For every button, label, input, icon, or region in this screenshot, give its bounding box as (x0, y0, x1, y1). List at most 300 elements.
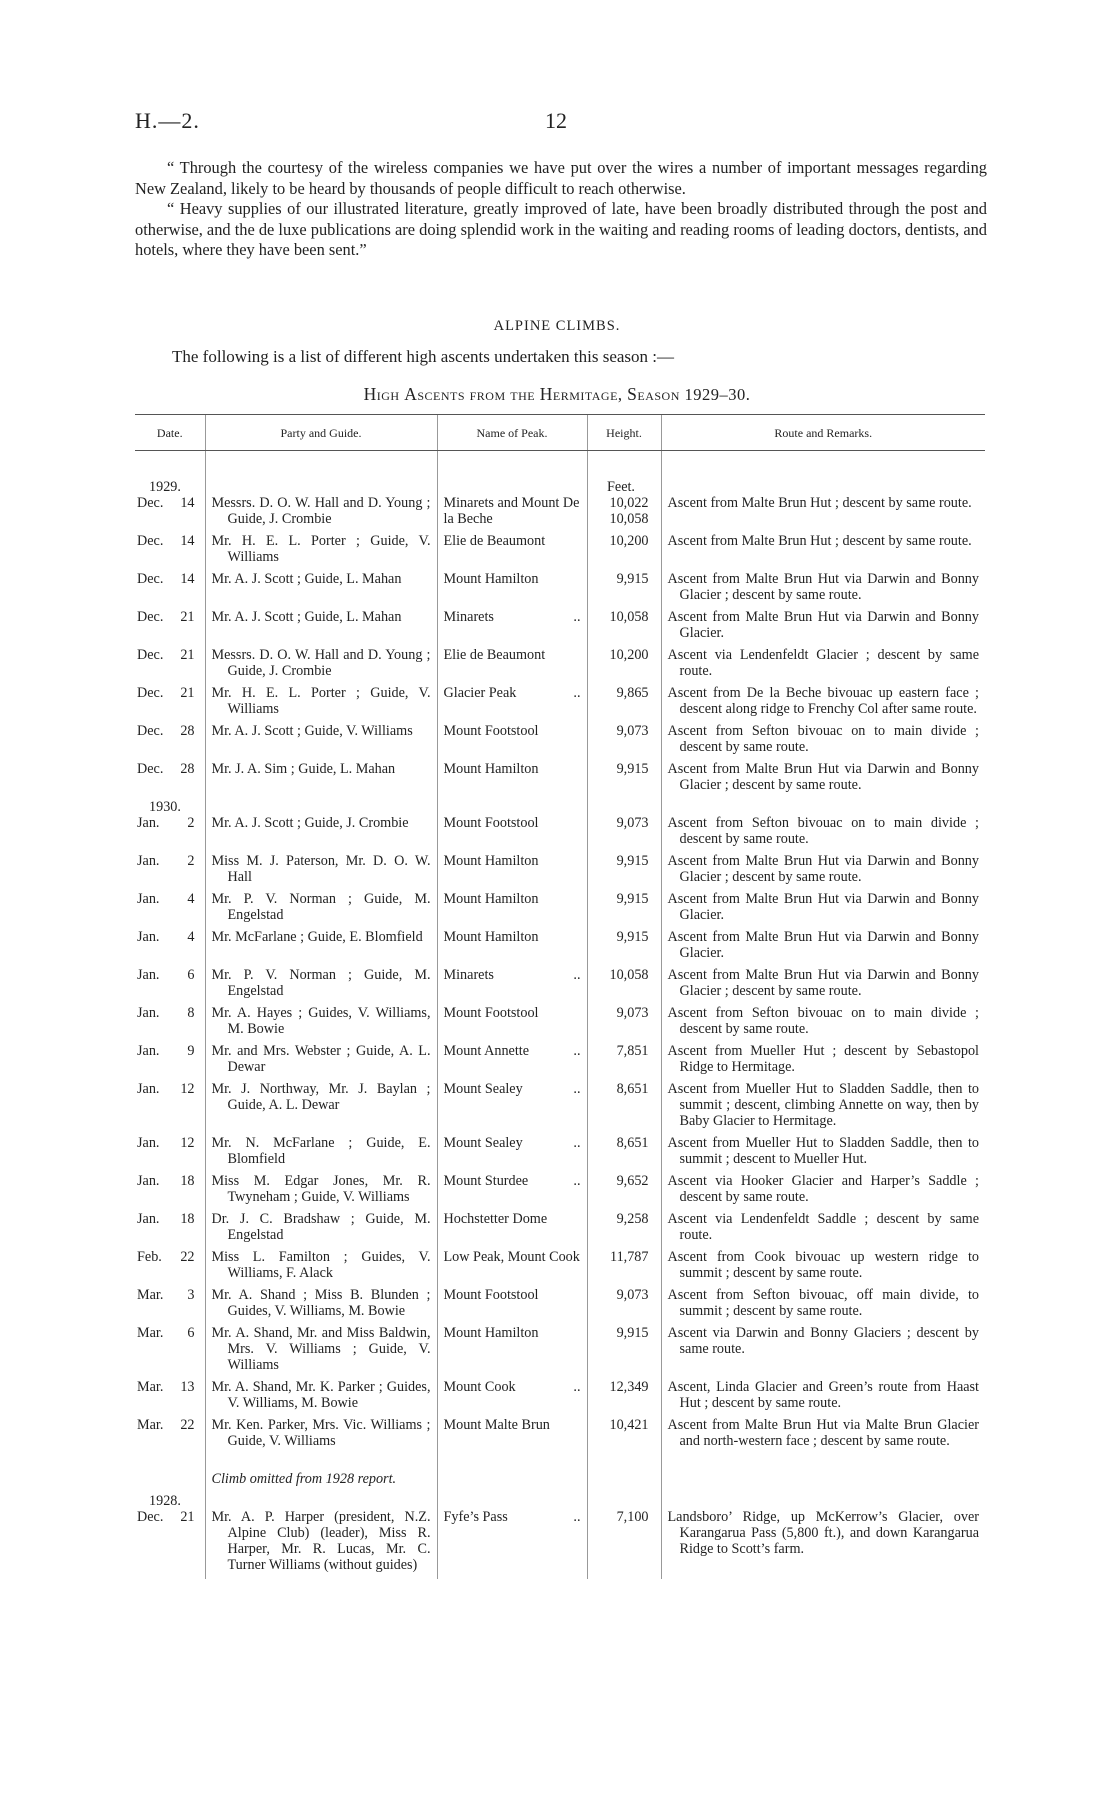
peak-cell (437, 479, 587, 533)
table-body (135, 451, 985, 1580)
route-cell (661, 799, 985, 853)
route-text: Ascent from Malte Brun Hut ; descent by same route. (667, 495, 972, 511)
height-value: 9,073 (616, 815, 649, 831)
peak-cell (437, 1493, 587, 1579)
party-text: Mr. A. J. Scott ; Guide, J. Crombie (211, 815, 409, 831)
table-row (135, 1417, 985, 1455)
date-day: 22 (180, 1249, 195, 1265)
peak-name: Mount Sturdee (443, 1173, 529, 1189)
height-cell (587, 571, 661, 609)
date-month: Dec. (137, 723, 164, 739)
peak-cell (437, 1325, 587, 1379)
peak-cell (437, 1417, 587, 1455)
peak-cell (437, 1081, 587, 1135)
leader-dots: .. (573, 1043, 581, 1059)
document-reference: H.—2. (135, 108, 200, 133)
route-cell (661, 1081, 985, 1135)
route-text: Ascent from Mueller Hut ; descent by Sebastopol Ridge to Hermitage. (667, 1043, 979, 1075)
height-value: 9,865 (616, 685, 649, 701)
height-value: 10,058 (609, 511, 649, 527)
height-value: 9,915 (616, 761, 649, 777)
party-cell (205, 533, 437, 571)
date-cell (135, 1417, 205, 1455)
table-title-part: ermitage, (552, 385, 628, 404)
peak-name: Mount Hamilton (443, 1325, 539, 1341)
route-cell (661, 1325, 985, 1379)
peak-cell (437, 1287, 587, 1325)
leader-dots: .. (573, 685, 581, 701)
height-value: 10,200 (609, 647, 649, 663)
route-text: Ascent from Malte Brun Hut via Darwin and Bonny Glacier. (667, 929, 979, 961)
table-row (135, 1135, 985, 1173)
party-text: Miss L. Familton ; Guides, V. Williams, F. Alack (211, 1249, 431, 1281)
route-cell (661, 533, 985, 571)
peak-value (444, 533, 581, 549)
route-text: Landsboro’ Ridge, up McKerrow’s Glacier, over Karangarua Pass (5,800 ft.), and down Karangarua Ridge to Scott’s farm. (667, 1509, 979, 1557)
date-value (137, 1249, 199, 1265)
leader-dots: .. (573, 1509, 581, 1525)
route-text: Ascent from Malte Brun Hut via Darwin and Bonny Glacier ; descent by same route. (667, 571, 979, 603)
party-text: Mr. P. V. Norman ; Guide, M. Engelstad (211, 967, 431, 999)
height-cell (587, 891, 661, 929)
peak-value (444, 853, 581, 869)
height-cell (587, 647, 661, 685)
party-cell (205, 685, 437, 723)
route-cell (661, 1287, 985, 1325)
date-day: 28 (180, 761, 195, 777)
column-header-peak: Name of Peak. (437, 415, 587, 451)
spacer-row (135, 451, 985, 480)
peak-name: Mount Sealey (443, 1135, 523, 1151)
peak-value (444, 723, 581, 739)
date-day: 14 (180, 571, 195, 587)
party-text: Mr. A. P. Harper (president, N.Z. Alpine Club) (leader), Miss R. Harper, Mr. R. Lucas, Mr. C. Turner Williams (without guides) (211, 1509, 431, 1573)
peak-cell (437, 1379, 587, 1417)
date-cell (135, 929, 205, 967)
route-text: Ascent from Malte Brun Hut via Darwin and Bonny Glacier ; descent by same route. (667, 967, 979, 999)
year-spacer (212, 799, 216, 815)
route-text: Ascent via Lendenfeldt Glacier ; descent by same route. (667, 647, 979, 679)
height-cell (587, 1325, 661, 1379)
party-text: Mr. A. Shand ; Miss B. Blunden ; Guides, V. Williams, M. Bowie (211, 1287, 431, 1319)
height-value: 10,200 (609, 533, 649, 549)
date-day: 2 (187, 815, 195, 831)
peak-cell (437, 685, 587, 723)
route-cell (661, 1211, 985, 1249)
date-month: Dec. (137, 495, 164, 511)
date-day: 12 (180, 1081, 195, 1097)
party-text: Mr. J. A. Sim ; Guide, L. Mahan (211, 761, 396, 777)
date-day: 21 (180, 685, 195, 701)
date-month: Mar. (137, 1325, 164, 1341)
empty-cell (135, 1455, 205, 1493)
peak-value (444, 1081, 581, 1097)
peak-cell (437, 761, 587, 799)
peak-value (444, 1417, 581, 1433)
date-value (137, 1081, 199, 1097)
table-row (135, 609, 985, 647)
date-cell (135, 479, 205, 533)
date-cell (135, 571, 205, 609)
route-cell (661, 723, 985, 761)
date-cell (135, 533, 205, 571)
year-spacer (444, 1493, 448, 1509)
peak-cell (437, 929, 587, 967)
date-value (137, 967, 199, 983)
date-day: 2 (187, 853, 195, 869)
date-cell (135, 1081, 205, 1135)
route-text: Ascent via Darwin and Bonny Glaciers ; descent by same route. (667, 1325, 979, 1357)
peak-name: Elie de Beaumont (443, 647, 546, 663)
table-row (135, 891, 985, 929)
height-value: 10,058 (609, 609, 649, 625)
height-value: 7,100 (616, 1509, 649, 1525)
party-cell (205, 1135, 437, 1173)
date-day: 14 (180, 495, 195, 511)
date-month: Dec. (137, 647, 164, 663)
leader-dots: .. (573, 1173, 581, 1189)
date-value (137, 647, 199, 663)
date-cell (135, 891, 205, 929)
date-value (137, 1509, 199, 1525)
party-text: Mr. J. Northway, Mr. J. Baylan ; Guide, A. L. Dewar (211, 1081, 431, 1113)
date-cell (135, 647, 205, 685)
table-row (135, 1493, 985, 1579)
date-value (137, 723, 199, 739)
date-day: 21 (180, 647, 195, 663)
intro-paragraph-1: “ Through the courtesy of the wireless companies we have put over the wires a number of important messages regarding New Zealand, likely to be heard by thousands of people difficult to reach otherwise. (135, 158, 987, 198)
date-value (137, 495, 199, 511)
height-value: 9,915 (616, 891, 649, 907)
party-text: Mr. Ken. Parker, Mrs. Vic. Williams ; Guide, V. Williams (211, 1417, 431, 1449)
peak-value (444, 929, 581, 945)
date-day: 22 (180, 1417, 195, 1433)
height-cell (587, 1493, 661, 1579)
date-day: 28 (180, 723, 195, 739)
year-spacer (668, 479, 672, 495)
party-cell (205, 1173, 437, 1211)
height-value: 10,058 (609, 967, 649, 983)
date-month: Jan. (137, 853, 160, 869)
leader-dots: .. (573, 1135, 581, 1151)
height-cell (587, 1135, 661, 1173)
date-day: 14 (180, 533, 195, 549)
table-row (135, 799, 985, 853)
route-cell (661, 1493, 985, 1579)
peak-value (444, 891, 581, 907)
peak-name: Glacier Peak (443, 685, 517, 701)
table-row (135, 571, 985, 609)
height-value: 11,787 (610, 1249, 649, 1265)
leader-dots: .. (573, 1081, 581, 1097)
peak-cell (437, 799, 587, 853)
leader-dots: .. (573, 1379, 581, 1395)
route-text: Ascent, Linda Glacier and Green’s route from Haast Hut ; descent by same route. (667, 1379, 979, 1411)
route-cell (661, 609, 985, 647)
peak-value (444, 1287, 581, 1303)
date-day: 21 (180, 609, 195, 625)
intro-text (135, 158, 987, 261)
date-value (137, 571, 199, 587)
route-text: Ascent from De la Beche bivouac up eastern face ; descent along ridge to Frenchy Col after same route. (667, 685, 979, 717)
peak-value (444, 1379, 581, 1395)
height-cell (587, 723, 661, 761)
table-title-part: S (627, 384, 638, 404)
height-value: 10,022 (609, 495, 649, 511)
peak-value (444, 761, 581, 777)
peak-name: Mount Hamilton (443, 571, 539, 587)
table-title-part: H (363, 384, 377, 404)
date-cell (135, 1173, 205, 1211)
section-title: ALPINE CLIMBS. (493, 318, 621, 334)
height-cell (587, 1249, 661, 1287)
height-value: 9,652 (616, 1173, 649, 1189)
date-cell (135, 1493, 205, 1579)
table-row (135, 1043, 985, 1081)
table-row (135, 1287, 985, 1325)
peak-value (444, 647, 581, 663)
party-cell (205, 799, 437, 853)
height-value: 9,258 (616, 1211, 649, 1227)
party-cell (205, 571, 437, 609)
peak-value (444, 1211, 581, 1227)
party-text: Mr. N. McFarlane ; Guide, E. Blomfield (211, 1135, 431, 1167)
route-cell (661, 853, 985, 891)
date-month: Dec. (137, 1509, 164, 1525)
date-month: Jan. (137, 929, 160, 945)
peak-cell (437, 1135, 587, 1173)
height-cell (587, 1081, 661, 1135)
peak-value (444, 609, 581, 625)
table-row (135, 853, 985, 891)
ascents-table (135, 414, 985, 1579)
peak-value (444, 495, 581, 527)
route-text: Ascent from Cook bivouac up western ridge to summit ; descent by same route. (667, 1249, 979, 1281)
peak-value (444, 1509, 581, 1525)
route-text: Ascent from Malte Brun Hut via Darwin and Bonny Glacier ; descent by same route. (667, 761, 979, 793)
party-cell (205, 891, 437, 929)
table-title-part: scents from the (417, 385, 540, 404)
date-value (137, 929, 199, 945)
route-text: Ascent from Mueller Hut to Sladden Saddle, then to summit ; descent, climbing Annette on way, then by Baby Glacier to Hermitage. (667, 1081, 979, 1129)
date-value (137, 1005, 199, 1021)
date-cell (135, 799, 205, 853)
peak-name: Mount Hamilton (443, 891, 539, 907)
height-value: 9,915 (616, 571, 649, 587)
peak-name: Mount Hamilton (443, 761, 539, 777)
date-month: Mar. (137, 1379, 164, 1395)
height-cell (587, 1173, 661, 1211)
route-text: Ascent from Malte Brun Hut ; descent by same route. (667, 533, 972, 549)
date-cell (135, 1043, 205, 1081)
table-row (135, 1325, 985, 1379)
route-cell (661, 929, 985, 967)
party-text: Mr. H. E. L. Porter ; Guide, V. Williams (211, 685, 431, 717)
peak-value (444, 1249, 581, 1265)
peak-cell (437, 1043, 587, 1081)
date-month: Dec. (137, 571, 164, 587)
height-cell (587, 967, 661, 1005)
date-day: 18 (180, 1211, 195, 1227)
party-text: Mr. and Mrs. Webster ; Guide, A. L. Dewar (211, 1043, 431, 1075)
peak-name: Mount Footstool (443, 723, 539, 739)
route-cell (661, 647, 985, 685)
table-row (135, 647, 985, 685)
party-text: Mr. A. Shand, Mr. and Miss Baldwin, Mrs. V. Williams ; Guide, V. Williams (211, 1325, 431, 1373)
height-cell (587, 929, 661, 967)
date-month: Jan. (137, 1211, 160, 1227)
year-spacer (444, 479, 448, 495)
route-cell (661, 1249, 985, 1287)
date-cell (135, 1249, 205, 1287)
route-cell (661, 685, 985, 723)
route-cell (661, 1005, 985, 1043)
route-text: Ascent from Malte Brun Hut via Darwin and Bonny Glacier ; descent by same route. (667, 853, 979, 885)
date-cell (135, 761, 205, 799)
party-text: Mr. A. Shand, Mr. K. Parker ; Guides, V. Williams, M. Bowie (211, 1379, 431, 1411)
party-cell (205, 647, 437, 685)
date-month: Jan. (137, 1081, 160, 1097)
peak-name: Minarets (443, 967, 494, 983)
peak-value (444, 571, 581, 587)
route-cell (661, 891, 985, 929)
year-spacer (212, 1493, 216, 1509)
date-value (137, 1417, 199, 1433)
route-cell (661, 1135, 985, 1173)
height-cell (587, 609, 661, 647)
empty-cell (587, 1455, 661, 1493)
year-label: 1930. (149, 799, 181, 815)
date-cell (135, 967, 205, 1005)
date-day: 12 (180, 1135, 195, 1151)
party-text: Messrs. D. O. W. Hall and D. Young ; Guide, J. Crombie (211, 495, 431, 527)
lead-sentence: The following is a list of different high ascents undertaken this season :— (172, 347, 675, 366)
column-header-route: Route and Remarks. (661, 415, 985, 451)
party-cell (205, 1043, 437, 1081)
height-value: 9,073 (616, 1287, 649, 1303)
peak-cell (437, 647, 587, 685)
peak-name: Mount Sealey (443, 1081, 523, 1097)
year-label: 1928. (149, 1493, 181, 1509)
party-cell (205, 479, 437, 533)
party-cell (205, 1211, 437, 1249)
table-title-part: H (539, 384, 553, 404)
peak-cell (437, 723, 587, 761)
date-cell (135, 609, 205, 647)
table-row (135, 479, 985, 533)
route-cell (661, 1043, 985, 1081)
route-cell (661, 1379, 985, 1417)
party-text: Miss M. J. Paterson, Mr. D. O. W. Hall (211, 853, 431, 885)
route-cell (661, 761, 985, 799)
peak-value (444, 1173, 581, 1189)
route-text: Ascent from Malte Brun Hut via Darwin and Bonny Glacier. (667, 609, 979, 641)
height-value: 10,421 (609, 1417, 649, 1433)
table-row (135, 761, 985, 799)
date-day: 6 (187, 967, 195, 983)
peak-name: Mount Annette (443, 1043, 530, 1059)
date-day: 13 (180, 1379, 195, 1395)
route-cell (661, 571, 985, 609)
date-cell (135, 1211, 205, 1249)
date-cell (135, 1325, 205, 1379)
date-month: Jan. (137, 967, 160, 983)
table-title-part: eason 1929–30. (637, 385, 751, 404)
date-value (137, 1287, 199, 1303)
party-cell (205, 609, 437, 647)
date-value (137, 609, 199, 625)
date-month: Mar. (137, 1417, 164, 1433)
date-value (137, 1043, 199, 1059)
route-text: Ascent from Sefton bivouac on to main divide ; descent by same route. (667, 723, 979, 755)
party-text: Mr. A. J. Scott ; Guide, V. Williams (211, 723, 413, 739)
peak-value (444, 1005, 581, 1021)
party-cell (205, 1249, 437, 1287)
date-value (137, 1135, 199, 1151)
date-value (137, 853, 199, 869)
date-day: 9 (187, 1043, 195, 1059)
date-value (137, 1379, 199, 1395)
peak-cell (437, 571, 587, 609)
party-cell (205, 967, 437, 1005)
date-value (137, 815, 199, 831)
date-value (137, 761, 199, 777)
year-spacer (668, 799, 672, 815)
date-cell (135, 1135, 205, 1173)
table-row (135, 929, 985, 967)
route-text: Ascent from Sefton bivouac, off main divide, to summit ; descent by same route. (667, 1287, 979, 1319)
date-cell (135, 853, 205, 891)
date-month: Jan. (137, 1043, 160, 1059)
peak-name: Low Peak, Mount Cook (443, 1249, 580, 1265)
party-cell (205, 1379, 437, 1417)
route-text: Ascent from Sefton bivouac on to main divide ; descent by same route. (667, 815, 979, 847)
peak-value (444, 685, 581, 701)
route-cell (661, 479, 985, 533)
party-text: Dr. J. C. Bradshaw ; Guide, M. Engelstad (211, 1211, 431, 1243)
table-row (135, 1211, 985, 1249)
party-cell (205, 1493, 437, 1579)
height-cell (587, 685, 661, 723)
column-header-date: Date. (135, 415, 205, 451)
peak-name: Elie de Beaumont (443, 533, 546, 549)
date-month: Dec. (137, 533, 164, 549)
peak-cell (437, 891, 587, 929)
party-cell (205, 929, 437, 967)
date-month: Jan. (137, 1173, 160, 1189)
table-row (135, 533, 985, 571)
height-cell (587, 533, 661, 571)
date-day: 6 (187, 1325, 195, 1341)
peak-cell (437, 853, 587, 891)
height-cell (587, 853, 661, 891)
peak-name: Mount Malte Brun (443, 1417, 550, 1433)
year-spacer (645, 799, 649, 815)
party-text: Miss M. Edgar Jones, Mr. R. Twyneham ; Guide, V. Williams (211, 1173, 431, 1205)
date-cell (135, 1287, 205, 1325)
date-day: 4 (187, 929, 195, 945)
year-spacer (444, 799, 448, 815)
date-cell (135, 685, 205, 723)
date-month: Feb. (137, 1249, 162, 1265)
party-cell (205, 1287, 437, 1325)
peak-name: Mount Footstool (443, 1005, 539, 1021)
height-cell (587, 1005, 661, 1043)
column-header-party: Party and Guide. (205, 415, 437, 451)
table-row (135, 1005, 985, 1043)
empty-cell (661, 1455, 985, 1493)
height-cell (587, 799, 661, 853)
